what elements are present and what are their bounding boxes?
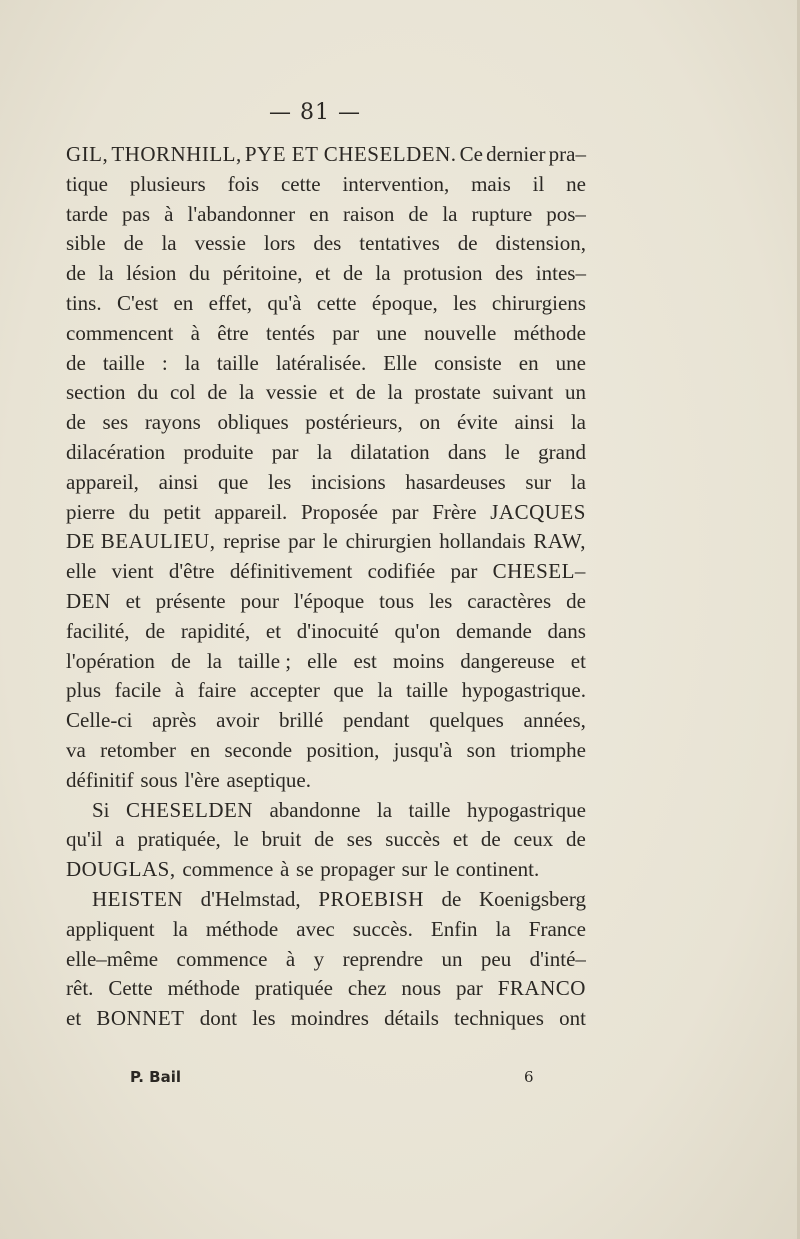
word: ne (566, 171, 586, 196)
text-line (66, 557, 586, 587)
text-line (66, 974, 586, 1004)
word: se (296, 857, 314, 882)
word: évite (457, 410, 498, 435)
word: la (172, 916, 188, 941)
word: latéralisée. (275, 350, 367, 375)
word: hypogastrique (466, 797, 586, 822)
word: les (267, 469, 292, 494)
word: demande (455, 618, 532, 643)
word: la (442, 201, 458, 226)
word: l'ère (184, 767, 220, 792)
word: et (125, 588, 141, 613)
word: petit (163, 499, 201, 524)
word: en (518, 350, 539, 375)
text-line (66, 200, 586, 230)
word: de (480, 827, 501, 852)
word: codifiée (367, 559, 436, 584)
word: l'époque (293, 588, 365, 613)
word: raison (343, 201, 395, 226)
word: sur (401, 857, 428, 882)
word: d'Helmstad, (200, 886, 301, 911)
word: la (316, 439, 332, 464)
text-line (66, 706, 586, 736)
word: années, (523, 708, 586, 733)
word: y (313, 946, 325, 971)
word: de (170, 648, 191, 673)
word: par (391, 499, 419, 524)
word: le (434, 857, 450, 882)
word: d'inocuité (296, 618, 379, 643)
word: et (66, 1006, 82, 1031)
text-line (66, 825, 586, 855)
text-line (66, 170, 586, 200)
word: tique (66, 171, 108, 196)
word: de (457, 231, 478, 256)
word: suivant (492, 380, 554, 405)
word: seconde (224, 737, 293, 762)
word: par (271, 439, 299, 464)
word: commencent (66, 320, 174, 345)
word: lors (263, 231, 296, 256)
word: taille (102, 350, 145, 375)
word: PYE ET CHESELDEN. (244, 142, 457, 166)
word: incisions (311, 469, 386, 494)
word: à (285, 946, 296, 971)
word: intes– (535, 261, 586, 286)
word: aseptique. (226, 767, 311, 792)
word: de (66, 410, 86, 435)
word: triomphe (510, 737, 586, 762)
word: la (377, 678, 393, 703)
word: qu'il (66, 827, 103, 852)
word: pra– (548, 142, 586, 166)
word: de (441, 886, 462, 911)
text-line (66, 617, 586, 647)
word: retomber (100, 737, 176, 762)
text-line (66, 140, 586, 170)
word: DE BEAULIEU, (66, 529, 216, 554)
word: elle (307, 648, 338, 673)
word: la (206, 648, 222, 673)
word: sous (140, 767, 178, 792)
word: de (314, 827, 334, 852)
word: on (419, 410, 441, 435)
word: dilatation (350, 439, 430, 464)
word: PROEBISH (318, 886, 424, 911)
word: de (207, 380, 228, 405)
word: propager (320, 857, 395, 882)
word: CHESELDEN (125, 797, 253, 822)
footer-author: P. Bail (130, 1068, 181, 1086)
word: mais (471, 171, 511, 196)
word: le (233, 827, 249, 852)
word: caractères (467, 588, 552, 613)
word: vessie (265, 380, 318, 405)
word: avec (296, 916, 335, 941)
word: rupture (471, 201, 533, 226)
word: la (184, 350, 200, 375)
word: facile (114, 678, 162, 703)
word: l'abandonner (187, 201, 296, 226)
word: en (309, 201, 329, 226)
word: et (315, 261, 331, 286)
word: pos– (546, 201, 586, 226)
word: nous (401, 976, 442, 1001)
word: Si (92, 797, 110, 822)
word: une (555, 350, 586, 375)
word: THORNHILL, (111, 142, 242, 166)
word: de (408, 201, 429, 226)
word: de (342, 261, 363, 286)
word: ses (346, 827, 373, 852)
text-line (66, 915, 586, 945)
word: le (322, 529, 338, 554)
word: du (128, 499, 150, 524)
word: un (565, 380, 586, 405)
text-line (66, 587, 586, 617)
word: succès. (352, 916, 413, 941)
word: rêt. (66, 976, 94, 1001)
word: en (190, 737, 211, 762)
word: les (429, 588, 453, 613)
word: sur (525, 469, 552, 494)
word: ses (102, 410, 129, 435)
word: le (504, 439, 520, 464)
word: taille (406, 678, 449, 703)
word: avoir (216, 708, 260, 733)
word: après (152, 708, 197, 733)
word: jusqu'à (393, 737, 453, 762)
word: plusieurs (129, 171, 206, 196)
word: chez (347, 976, 387, 1001)
word: Koenigsberg (479, 886, 586, 911)
word: à (164, 201, 174, 226)
text-line (66, 229, 586, 259)
page-number: — 81 — (269, 100, 361, 125)
word: France (528, 916, 586, 941)
word: Ce (459, 142, 483, 166)
word: peu (480, 946, 512, 971)
word: quelques (429, 708, 504, 733)
word: fois (227, 171, 260, 196)
word: effet, (208, 290, 253, 315)
word: distension, (495, 231, 586, 256)
word: Enfin (430, 916, 478, 941)
word: chirurgien (345, 529, 432, 554)
word: taille (408, 797, 451, 822)
word: à (190, 320, 200, 345)
text-line (66, 945, 586, 975)
text-line (66, 289, 586, 319)
word: vessie (194, 231, 246, 256)
text-line (66, 319, 586, 349)
word: époque, (371, 290, 438, 315)
word: de (145, 618, 166, 643)
word: tins. (66, 290, 102, 315)
word: qu'on (394, 618, 441, 643)
word: moins (392, 648, 445, 673)
word: produite (183, 439, 254, 464)
word: dangereuse (460, 648, 555, 673)
word: hypogastrique. (461, 678, 586, 703)
word: pas (122, 201, 151, 226)
word: la (495, 916, 511, 941)
word: grand (538, 439, 586, 464)
word: CHESEL– (492, 559, 586, 584)
word: brillé (279, 708, 324, 733)
word: pendant (343, 708, 410, 733)
word: taille (216, 350, 259, 375)
text-line (66, 527, 586, 557)
word: de (66, 261, 86, 286)
word: la (161, 231, 177, 256)
word: pierre (66, 499, 115, 524)
footer-signature: 6 (524, 1068, 534, 1086)
word: de (355, 380, 376, 405)
word: GIL, (66, 142, 109, 166)
word: obliques (217, 410, 289, 435)
word: Cette (108, 976, 153, 1001)
word: détails (384, 1006, 439, 1031)
word: du (189, 261, 211, 286)
word: la (570, 410, 586, 435)
word: RAW, (533, 529, 586, 554)
word: la (570, 469, 586, 494)
text-line (66, 468, 586, 498)
word: col (169, 380, 196, 405)
word: elle (66, 559, 97, 584)
word: par (455, 976, 483, 1001)
word: pour (240, 588, 280, 613)
text-line (66, 736, 586, 766)
word: par (288, 529, 315, 554)
word: va (66, 737, 86, 762)
word: et (570, 648, 586, 673)
word: la (387, 380, 403, 405)
word: Frère (432, 499, 477, 524)
word: présente (155, 588, 226, 613)
word: commence (176, 946, 268, 971)
word: dernier (486, 142, 546, 166)
word: méthode (513, 320, 586, 345)
word: que (333, 678, 364, 703)
word: position, (306, 737, 380, 762)
word: plus (66, 678, 102, 703)
word: être (217, 320, 249, 345)
word: est (353, 648, 377, 673)
word: que (217, 469, 249, 494)
word: des (313, 231, 342, 256)
word: FRANCO (497, 976, 586, 1001)
word: pratiquée (254, 976, 333, 1001)
word: les (252, 1006, 276, 1031)
word: appareil, (66, 469, 139, 494)
word: en (173, 290, 194, 315)
word: méthode (205, 916, 279, 941)
word: de (66, 350, 86, 375)
word: BONNET (96, 1006, 185, 1031)
word: accepter (249, 678, 320, 703)
word: les (453, 290, 477, 315)
word: ainsi (158, 469, 199, 494)
word: un (441, 946, 463, 971)
text-line (66, 1004, 586, 1034)
word: C'est (116, 290, 159, 315)
text-line (66, 378, 586, 408)
text-line (66, 796, 586, 826)
word: qu'à (267, 290, 302, 315)
word: lésion (126, 261, 177, 286)
word: tous (379, 588, 415, 613)
word: la (238, 380, 255, 405)
word: elle–même (66, 946, 159, 971)
word: HEISTEN (92, 886, 183, 911)
word: à (279, 857, 290, 882)
word: cette (316, 290, 357, 315)
word: prostate (414, 380, 481, 405)
word: techniques (454, 1006, 544, 1031)
word: dans (547, 618, 586, 643)
body-text (66, 140, 586, 1034)
word: appareil. (214, 499, 288, 524)
text-line (66, 349, 586, 379)
word: Celle-ci (66, 708, 133, 733)
word: JACQUES (490, 499, 586, 524)
word: la (376, 797, 393, 822)
word: hollandais (439, 529, 526, 554)
word: section (66, 380, 126, 405)
word: une (376, 320, 407, 345)
text-line (66, 408, 586, 438)
word: l'opération (66, 648, 155, 673)
word: d'inté– (529, 946, 586, 971)
word: rapidité, (180, 618, 251, 643)
word: définitif (66, 767, 134, 792)
word: des (495, 261, 524, 286)
word: son (466, 737, 496, 762)
word: facilité, (66, 618, 130, 643)
word: ceux (513, 827, 554, 852)
word: d'être (168, 559, 215, 584)
word: de (566, 827, 586, 852)
word: et (452, 827, 469, 852)
word: la (98, 261, 114, 286)
word: par (450, 559, 478, 584)
word: postérieurs, (305, 410, 403, 435)
word: DEN (66, 588, 111, 613)
word: tarde (66, 201, 108, 226)
word: la (375, 261, 391, 286)
word: de (123, 231, 144, 256)
word: péritoine, (222, 261, 303, 286)
word: hasardeuses (405, 469, 506, 494)
text-line (66, 498, 586, 528)
word: nouvelle (424, 320, 497, 345)
word: vient (111, 559, 154, 584)
word: commence (182, 857, 274, 882)
word: du (137, 380, 159, 405)
text-line (66, 438, 586, 468)
word: succès (385, 827, 441, 852)
text-line (66, 259, 586, 289)
word: appliquent (66, 916, 155, 941)
word: Elle (383, 350, 418, 375)
word: bruit (261, 827, 302, 852)
word: intervention, (342, 171, 450, 196)
word: faire (197, 678, 237, 703)
word: taille ; (238, 648, 292, 673)
word: tentés (266, 320, 315, 345)
word: reprise (223, 529, 281, 554)
word: reprendre (342, 946, 424, 971)
word: et (328, 380, 345, 405)
word: abandonne (269, 797, 361, 822)
word: cette (280, 171, 321, 196)
word: méthode (167, 976, 240, 1001)
text-line (66, 647, 586, 677)
word: et (265, 618, 282, 643)
word: dont (199, 1006, 238, 1031)
word: à (174, 678, 185, 703)
text-line (66, 885, 586, 915)
word: sible (66, 231, 106, 256)
word: dans (447, 439, 487, 464)
text-line (66, 766, 586, 796)
word: il (532, 171, 545, 196)
word: protusion (403, 261, 483, 286)
word: moindres (290, 1006, 369, 1031)
text-line (66, 855, 586, 885)
word: par (332, 320, 360, 345)
word: continent. (455, 857, 540, 882)
text-line (66, 676, 586, 706)
word: dilacération (66, 439, 166, 464)
word: de (566, 588, 586, 613)
word: pratiquée, (137, 827, 221, 852)
word: tentatives (359, 231, 440, 256)
word: Proposée (300, 499, 378, 524)
word: consiste (434, 350, 502, 375)
word: ainsi (514, 410, 555, 435)
word: DOUGLAS, (66, 857, 176, 882)
word: : (161, 350, 168, 375)
word: rayons (144, 410, 201, 435)
word: a (115, 827, 125, 852)
word: ont (559, 1006, 586, 1031)
word: chirurgiens (491, 290, 586, 315)
word: définitivement (229, 559, 353, 584)
